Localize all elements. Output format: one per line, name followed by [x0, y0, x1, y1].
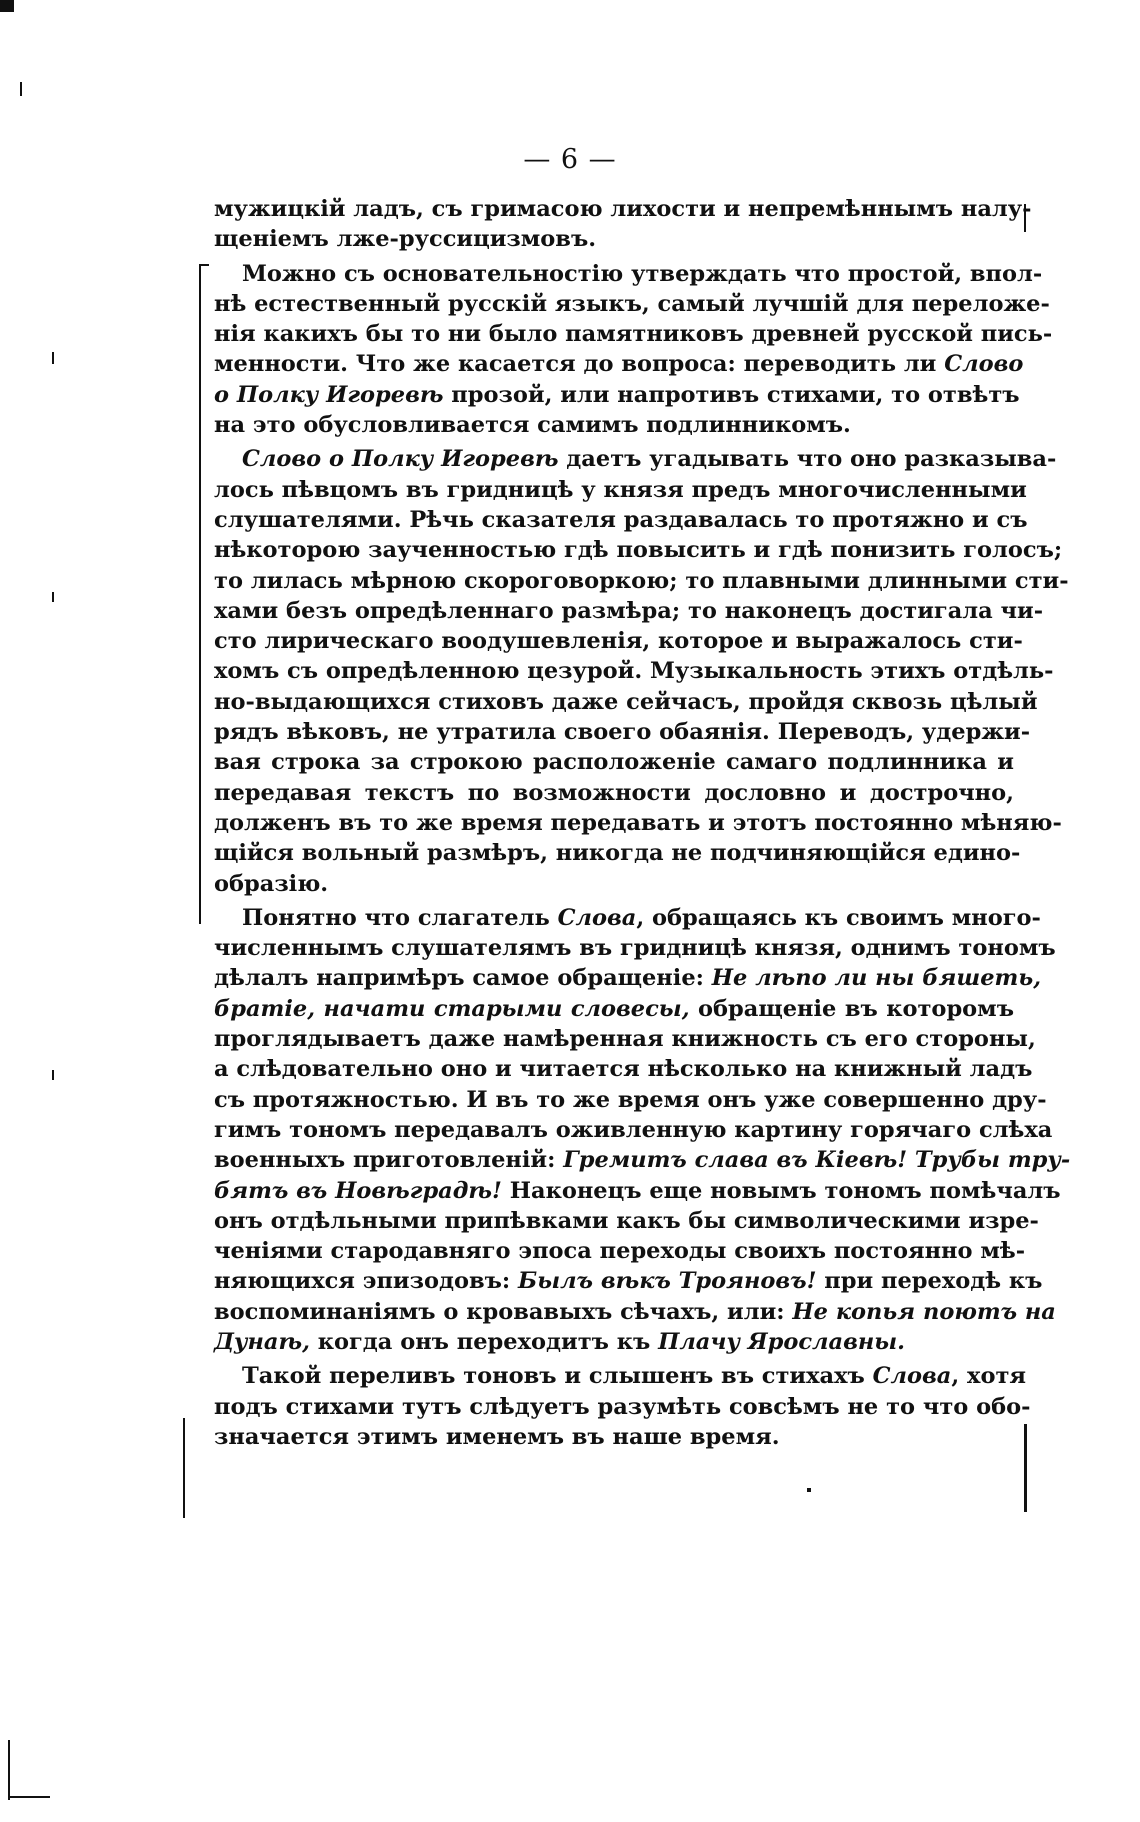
text-line — [214, 656, 1054, 686]
margin-mark — [807, 1488, 811, 1492]
text-segment: рядъ вѣковъ, не утратила своего обаянія. Переводъ, удержи- — [214, 719, 1031, 746]
italic-segment: Слово — [944, 351, 1024, 378]
text-segment: при переходѣ къ — [816, 1268, 1043, 1295]
text-segment: Такой переливъ тоновъ и слышенъ въ стихахъ — [242, 1363, 873, 1390]
text-line — [214, 444, 1057, 474]
text-segment: нѣ естественный русскій языкъ, самый лучшій для переложе- — [214, 290, 1050, 317]
italic-segment: Дунаѣ, — [214, 1328, 310, 1355]
text-line — [214, 349, 1024, 379]
text-segment: прозой, или напротивъ стихами, то отвѣтъ — [443, 381, 1020, 408]
text-line — [214, 1297, 1056, 1327]
text-line — [214, 933, 1056, 963]
text-line — [214, 1327, 1014, 1357]
text-line — [214, 566, 1069, 596]
text-line — [214, 224, 1014, 254]
text-line — [214, 410, 1014, 440]
text-segment: сто лирическаго воодушевленія, которое и выражалось сти- — [214, 628, 1023, 655]
text-segment: хомъ съ опредѣленною цезурой. Музыкальность этихъ отдѣль- — [214, 658, 1054, 685]
paragraph — [214, 194, 1032, 255]
text-line — [214, 687, 1038, 717]
text-line — [214, 259, 1043, 289]
text-line — [214, 1361, 1027, 1391]
margin-bracket — [183, 1418, 185, 1518]
text-segment: даетъ угадывать что оно разказыва- — [558, 446, 1057, 473]
text-line — [214, 994, 1014, 1024]
text-line — [214, 319, 1053, 349]
margin-mark — [10, 1796, 50, 1798]
paragraph — [214, 259, 1053, 441]
text-line — [214, 778, 1014, 808]
text-segment: вая строка за строкою расположеніе самаго подлинника и — [214, 749, 1014, 776]
text-segment: долженъ въ то же время передавать и этотъ постоянно мѣняю- — [214, 809, 1062, 836]
text-line — [214, 717, 1031, 747]
paragraph — [214, 1361, 1031, 1452]
margin-bracket — [199, 264, 201, 924]
text-line — [214, 1024, 1036, 1054]
text-segment: обращеніе въ которомъ — [689, 995, 1014, 1022]
text-line — [214, 1145, 1071, 1175]
text-line — [214, 475, 1027, 505]
margin-bracket — [1024, 1424, 1027, 1512]
italic-segment: Слова — [557, 904, 637, 931]
text-segment: на это обусловливается самимъ подлинникомъ. — [214, 412, 851, 439]
margin-mark — [20, 82, 22, 96]
text-segment: Можно съ основательностію утверждать что простой, впол- — [242, 260, 1043, 287]
text-segment: образію. — [214, 870, 329, 897]
text-line — [214, 838, 1021, 868]
italic-segment: Плачу Ярославны. — [658, 1328, 905, 1355]
text-line — [214, 596, 1044, 626]
text-segment: ченіями стародавняго эпоса переходы своихъ постоянно мѣ- — [214, 1238, 1026, 1265]
text-line — [214, 1085, 1047, 1115]
text-segment: хами безъ опредѣленнаго размѣра; то наконецъ достигала чи- — [214, 597, 1044, 624]
text-segment: воспоминаніямъ о кровавыхъ сѣчахъ, или: — [214, 1298, 793, 1325]
text-segment: когда онъ переходитъ къ — [309, 1328, 659, 1355]
text-line — [214, 747, 1014, 777]
text-line — [214, 1422, 1014, 1452]
text-line — [214, 808, 1062, 838]
text-segment: численнымъ слушателямъ въ гридницѣ князя, однимъ тономъ — [214, 935, 1056, 962]
text-line — [214, 194, 1032, 224]
text-segment: то лилась мѣрною скороговоркою; то плавными длинными сти- — [214, 567, 1069, 594]
text-segment: щійся вольный размѣръ, никогда не подчиняющійся едино- — [214, 840, 1021, 867]
text-segment: военныхъ приготовленій: — [214, 1147, 564, 1174]
paragraph — [214, 903, 1071, 1357]
margin-mark — [52, 1070, 54, 1080]
text-segment: а слѣдовательно оно и читается нѣсколько на книжный ладъ — [214, 1056, 1033, 1083]
italic-segment: бятъ въ Новѣградѣ! — [214, 1177, 502, 1204]
text-line — [214, 963, 1042, 993]
italic-segment: братіе, начати старыми словесы, — [214, 995, 690, 1022]
text-line — [214, 626, 1023, 656]
italic-segment: о Полку Игоревѣ — [214, 381, 444, 408]
text-segment: передавая текстъ по возможности дословно и дострочно, — [214, 779, 1014, 806]
text-segment: дѣлалъ напримѣръ самое обращеніе: — [214, 965, 712, 992]
text-segment: мужицкій ладъ, съ гримасою лихости и непремѣннымъ нaлу- — [214, 196, 1032, 222]
text-line — [214, 505, 1028, 535]
italic-segment: Не лѣпо ли ны бяшеть, — [711, 965, 1042, 992]
text-segment: , обращаясь къ своимъ много- — [636, 904, 1041, 931]
text-segment: подъ стихами тутъ слѣдуетъ разумѣть совсѣмъ не то что обо- — [214, 1393, 1031, 1420]
text-segment: щеніемъ лже-руссицизмовъ. — [214, 226, 597, 253]
text-line — [214, 903, 1041, 933]
text-line — [214, 1206, 1039, 1236]
text-segment: онъ отдѣльными припѣвками какъ бы символическими изре- — [214, 1207, 1039, 1234]
text-line — [214, 1392, 1031, 1422]
text-line — [214, 289, 1050, 319]
text-segment: , хотя — [951, 1363, 1027, 1390]
text-line — [214, 1115, 1053, 1145]
italic-segment: Слово о Полку Игоревѣ — [242, 446, 559, 473]
italic-segment: Не копья поютъ на — [792, 1298, 1056, 1325]
text-segment: но-выдающихся стиховъ даже сейчасъ, пройдя сквозь цѣлый — [214, 688, 1038, 715]
text-segment: няющихся эпизодовъ: — [214, 1268, 519, 1295]
text-line — [214, 1266, 1043, 1296]
scan-corner-mark — [0, 0, 14, 12]
text-segment: значается этимъ именемъ въ наше время. — [214, 1423, 780, 1450]
text-segment: менности. Что же касается до вопроса: переводить ли — [214, 351, 945, 378]
text-segment: нѣкоторою заученностью гдѣ повысить и гдѣ понизить голосъ; — [214, 537, 1063, 564]
text-segment: нія какихъ бы то ни было памятниковъ древней русской пись- — [214, 321, 1053, 348]
text-segment: Понятно что слагатель — [242, 904, 558, 931]
text-segment: слушателями. Рѣчь сказателя раздавалась то протяжно и съ — [214, 506, 1028, 533]
page-number: — 6 — — [523, 144, 617, 175]
italic-segment: Слова — [872, 1363, 952, 1390]
text-segment: проглядываетъ даже намѣренная книжность съ его стороны, — [214, 1026, 1036, 1053]
margin-mark — [8, 1740, 10, 1800]
margin-mark — [52, 592, 54, 602]
text-segment: лось пѣвцомъ въ гридницѣ у князя предъ многочисленными — [214, 476, 1027, 503]
margin-bracket — [199, 264, 209, 266]
paragraph — [214, 444, 1069, 898]
text-segment: гимъ тономъ передавалъ оживленную картину горячаго слѣха — [214, 1116, 1053, 1143]
text-line — [214, 1176, 1061, 1206]
text-segment: съ протяжностью. И въ то же время онъ уже совершенно дру- — [214, 1086, 1047, 1113]
text-line — [214, 535, 1063, 565]
body-text — [214, 194, 1071, 1456]
text-line — [214, 1236, 1026, 1266]
text-line — [214, 380, 1020, 410]
italic-segment: Гремитъ слава въ Кіевѣ! Трубы тру- — [563, 1147, 1071, 1174]
text-line — [214, 869, 1014, 899]
text-segment: Наконецъ еще новымъ тономъ помѣчалъ — [501, 1177, 1061, 1204]
margin-mark — [52, 352, 54, 364]
text-line — [214, 1054, 1033, 1084]
italic-segment: Былъ вѣкъ Трояновъ! — [518, 1268, 817, 1295]
